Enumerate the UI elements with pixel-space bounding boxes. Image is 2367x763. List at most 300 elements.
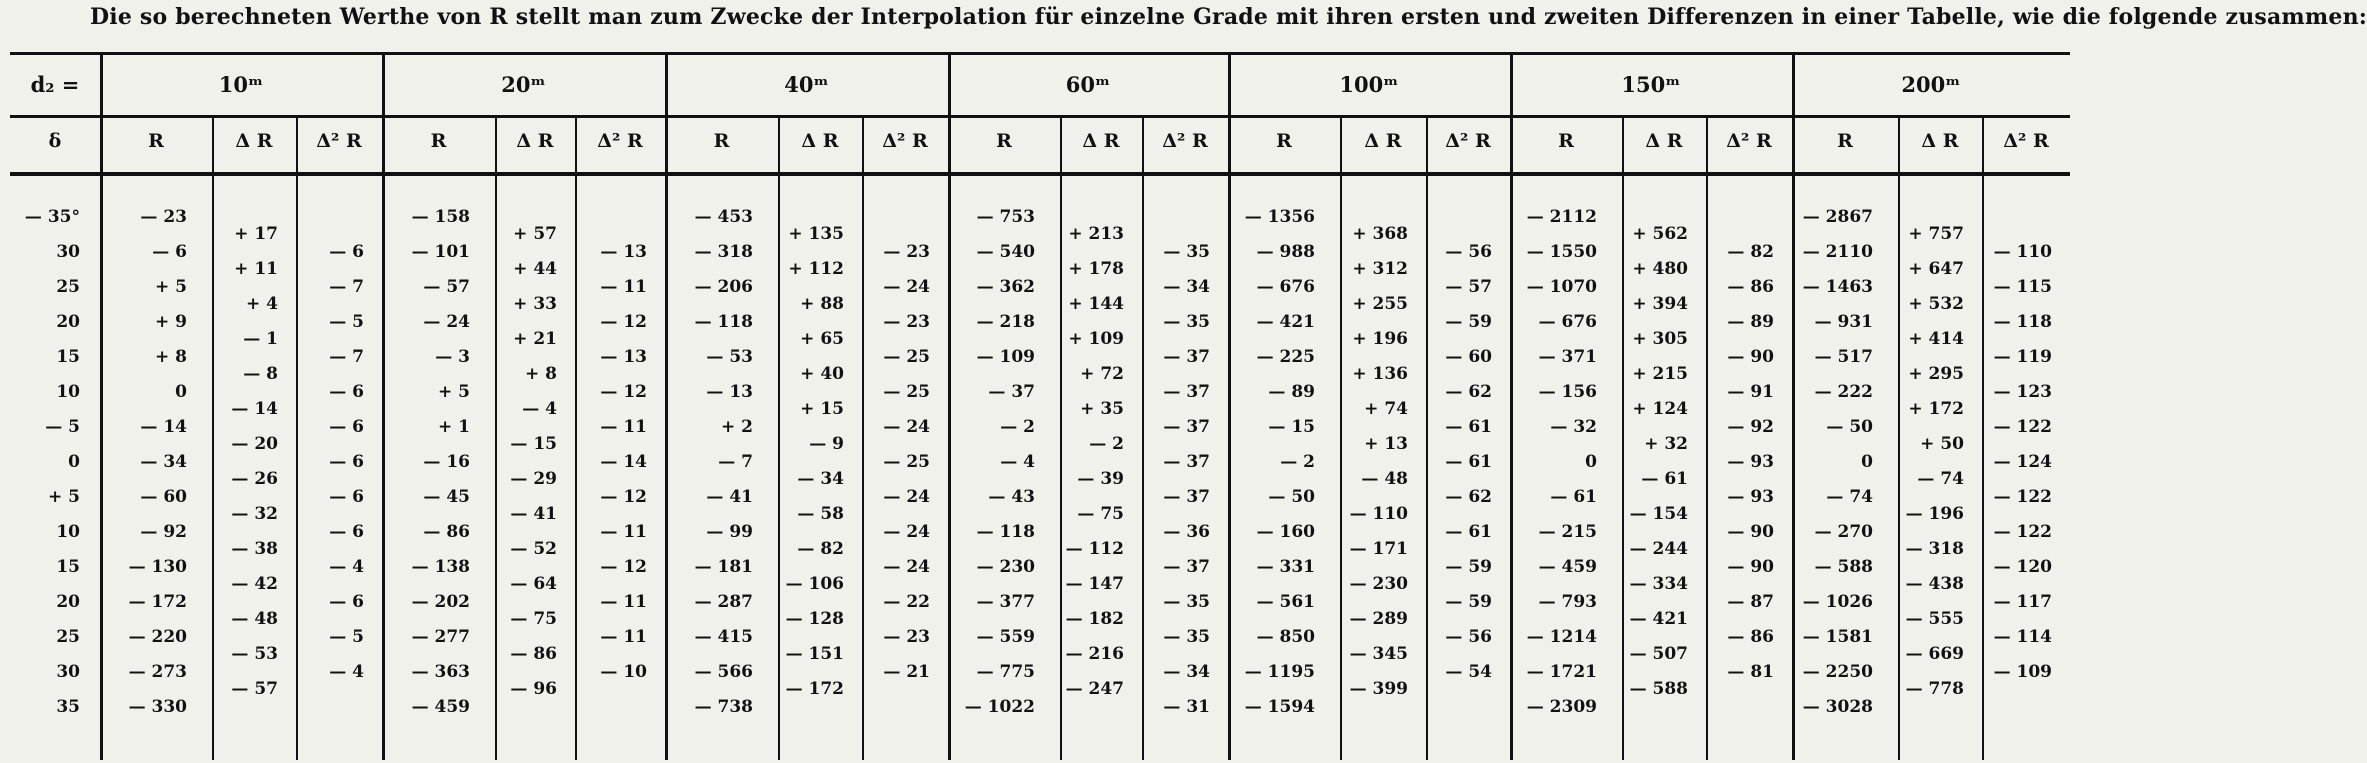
- delta-R-value: — 14: [231, 399, 278, 419]
- R-value: — 181: [694, 557, 753, 577]
- delta2-R-value: — 4: [329, 662, 364, 682]
- column-header: Δ² R: [2003, 130, 2049, 152]
- delta2-R-value: — 11: [600, 277, 647, 297]
- group-divider-3: [948, 52, 951, 760]
- delta2-R-value: — 124: [1993, 452, 2052, 472]
- R-value: — 1550: [1526, 242, 1597, 262]
- delta2-R-value: — 11: [600, 627, 647, 647]
- delta-R-value: + 44: [513, 259, 557, 279]
- R-value: — 2309: [1526, 697, 1597, 717]
- R-value: — 517: [1814, 347, 1873, 367]
- R-value: — 377: [976, 592, 1035, 612]
- delta-header: δ: [48, 130, 62, 152]
- R-value: — 588: [1814, 557, 1873, 577]
- delta2-R-value: — 35: [1163, 312, 1210, 332]
- delta2-R-value: — 24: [883, 487, 930, 507]
- delta2-R-value: — 60: [1445, 347, 1492, 367]
- delta2-R-value: — 56: [1445, 627, 1492, 647]
- delta-value: 25: [56, 277, 80, 297]
- delta-R-value: + 757: [1908, 224, 1964, 244]
- delta-R-value: + 8: [525, 364, 557, 384]
- R-value: — 6: [152, 242, 187, 262]
- R-value: — 566: [694, 662, 753, 682]
- delta-R-value: — 112: [1065, 539, 1124, 559]
- R-value: — 53: [706, 347, 753, 367]
- delta-R-value: — 182: [1065, 609, 1124, 629]
- R-value: — 86: [423, 522, 470, 542]
- delta2-R-value: — 23: [883, 242, 930, 262]
- R-value: — 1026: [1802, 592, 1873, 612]
- R-value: — 50: [1268, 487, 1315, 507]
- delta-R-value: — 34: [797, 469, 844, 489]
- delta2-R-value: — 59: [1445, 557, 1492, 577]
- delta-R-value: + 213: [1068, 224, 1124, 244]
- R-value: — 676: [1256, 277, 1315, 297]
- delta-R-value: — 171: [1349, 539, 1408, 559]
- delta-R-value: — 48: [231, 609, 278, 629]
- delta2-R-value: — 12: [600, 312, 647, 332]
- R-value: — 1463: [1802, 277, 1873, 297]
- R-value: — 99: [706, 522, 753, 542]
- delta2-R-value: — 122: [1993, 417, 2052, 437]
- group-header: 20ᵐ: [501, 72, 546, 97]
- delta-R-value: — 151: [785, 644, 844, 664]
- column-header: R: [1558, 130, 1574, 152]
- R-value: — 2250: [1802, 662, 1873, 682]
- delta2-R-value: — 90: [1727, 522, 1774, 542]
- R-value: — 118: [694, 312, 753, 332]
- delta-R-value: + 88: [800, 294, 844, 314]
- delta2-R-value: — 5: [329, 627, 364, 647]
- delta2-R-value: — 34: [1163, 662, 1210, 682]
- R-value: — 156: [1538, 382, 1597, 402]
- delta2-R-value: — 7: [329, 347, 364, 367]
- delta-R-value: — 230: [1349, 574, 1408, 594]
- delta-R-value: + 4: [246, 294, 278, 314]
- R-value: — 57: [423, 277, 470, 297]
- delta2-R-value: — 23: [883, 312, 930, 332]
- delta2-R-value: — 91: [1727, 382, 1774, 402]
- R-value: — 1721: [1526, 662, 1597, 682]
- delta-R-value: — 2: [1089, 434, 1124, 454]
- column-header: Δ² R: [1726, 130, 1772, 152]
- delta2-R-value: — 11: [600, 592, 647, 612]
- delta-R-value: — 555: [1905, 609, 1964, 629]
- R-value: — 92: [140, 522, 187, 542]
- column-header: R: [996, 130, 1012, 152]
- delta2-R-value: — 14: [600, 452, 647, 472]
- R-value: — 371: [1538, 347, 1597, 367]
- delta2-R-value: — 90: [1727, 557, 1774, 577]
- delta-value: 25: [56, 627, 80, 647]
- delta-R-value: + 312: [1352, 259, 1408, 279]
- delta-R-value: + 72: [1080, 364, 1124, 384]
- delta2-R-value: — 23: [883, 627, 930, 647]
- R-value: 0: [175, 382, 187, 402]
- delta-R-value: + 295: [1908, 364, 1964, 384]
- delta-R-value: + 13: [1364, 434, 1408, 454]
- column-header: Δ R: [1645, 130, 1683, 152]
- delta-R-value: + 136: [1352, 364, 1408, 384]
- delta-R-value: — 57: [231, 679, 278, 699]
- R-value: — 222: [1814, 382, 1873, 402]
- delta2-R-value: — 81: [1727, 662, 1774, 682]
- R-value: — 158: [411, 207, 470, 227]
- delta2-R-value: — 37: [1163, 487, 1210, 507]
- delta2-R-value: — 6: [329, 452, 364, 472]
- R-value: — 218: [976, 312, 1035, 332]
- delta2-R-value: — 6: [329, 417, 364, 437]
- R-value: — 459: [1538, 557, 1597, 577]
- delta-R-value: + 65: [800, 329, 844, 349]
- R-value: — 931: [1814, 312, 1873, 332]
- delta2-R-value: — 37: [1163, 557, 1210, 577]
- R-value: — 109: [976, 347, 1035, 367]
- delta-R-value: + 215: [1632, 364, 1688, 384]
- delta-R-value: + 172: [1908, 399, 1964, 419]
- d2-label: d₂ =: [30, 72, 80, 97]
- R-value: — 24: [423, 312, 470, 332]
- delta2-R-value: — 37: [1163, 382, 1210, 402]
- R-value: — 45: [423, 487, 470, 507]
- delta2-R-value: — 37: [1163, 347, 1210, 367]
- R-value: — 415: [694, 627, 753, 647]
- delta-R-value: — 216: [1065, 644, 1124, 664]
- group-header: 200ᵐ: [1901, 72, 1961, 97]
- R-value: — 287: [694, 592, 753, 612]
- delta-R-value: — 75: [510, 609, 557, 629]
- delta-R-value: — 74: [1917, 469, 1964, 489]
- column-header: Δ² R: [882, 130, 928, 152]
- delta-R-value: — 247: [1065, 679, 1124, 699]
- delta-R-value: — 38: [231, 539, 278, 559]
- R-value: — 34: [140, 452, 187, 472]
- delta-R-value: + 255: [1352, 294, 1408, 314]
- R-value: — 50: [1826, 417, 1873, 437]
- delta2-R-value: — 61: [1445, 522, 1492, 542]
- R-value: — 118: [976, 522, 1035, 542]
- delta-value: 35: [56, 697, 80, 717]
- delta-R-value: — 588: [1629, 679, 1688, 699]
- delta-R-value: — 318: [1905, 539, 1964, 559]
- delta2-R-value: — 5: [329, 312, 364, 332]
- column-header: R: [430, 130, 447, 152]
- delta2-R-value: — 57: [1445, 277, 1492, 297]
- R-value: — 753: [976, 207, 1035, 227]
- R-value: — 202: [411, 592, 470, 612]
- delta2-R-value: — 6: [329, 242, 364, 262]
- column-header: R: [713, 130, 730, 152]
- delta2-R-value: — 4: [329, 557, 364, 577]
- delta-R-value: + 414: [1908, 329, 1964, 349]
- delta-R-value: + 196: [1352, 329, 1408, 349]
- delta2-R-value: — 12: [600, 487, 647, 507]
- R-value: — 61: [1550, 487, 1597, 507]
- group-header: 60ᵐ: [1065, 72, 1111, 97]
- R-value: — 2110: [1802, 242, 1873, 262]
- group-divider-1: [382, 52, 385, 760]
- delta-R-value: + 40: [800, 364, 844, 384]
- delta-R-value: — 96: [510, 679, 557, 699]
- R-value: — 331: [1256, 557, 1315, 577]
- column-header: Δ R: [516, 130, 554, 152]
- rule-2: [10, 172, 2070, 176]
- R-value: — 421: [1256, 312, 1315, 332]
- delta2-R-value: — 37: [1163, 452, 1210, 472]
- R-value: + 2: [721, 417, 753, 437]
- R-value: — 793: [1538, 592, 1597, 612]
- delta2-R-value: — 61: [1445, 452, 1492, 472]
- delta-R-value: + 74: [1364, 399, 1408, 419]
- delta2-R-value: — 59: [1445, 592, 1492, 612]
- delta2-R-value: — 11: [600, 417, 647, 437]
- delta2-R-value: — 90: [1727, 347, 1774, 367]
- delta-R-value: + 532: [1908, 294, 1964, 314]
- delta2-R-value: — 59: [1445, 312, 1492, 332]
- delta2-R-value: — 114: [1993, 627, 2052, 647]
- delta-R-value: — 48: [1361, 469, 1408, 489]
- R-value: — 220: [128, 627, 187, 647]
- delta-R-value: + 480: [1632, 259, 1688, 279]
- R-value: — 16: [423, 452, 470, 472]
- R-value: — 676: [1538, 312, 1597, 332]
- column-header: R: [148, 130, 164, 152]
- delta-value: — 5: [45, 417, 80, 437]
- delta2-R-value: — 21: [883, 662, 930, 682]
- delta2-R-value: — 11: [600, 522, 647, 542]
- delta2-R-value: — 31: [1163, 697, 1210, 717]
- delta-R-value: + 11: [234, 259, 278, 279]
- delta-R-value: — 42: [231, 574, 278, 594]
- rule-0: [10, 52, 2070, 55]
- delta2-R-value: — 24: [883, 522, 930, 542]
- R-value: + 8: [155, 347, 187, 367]
- R-value: — 1594: [1244, 697, 1315, 717]
- group-divider-5: [1510, 52, 1513, 760]
- delta-R-value: — 334: [1629, 574, 1688, 594]
- R-value: + 1: [438, 417, 470, 437]
- R-value: — 41: [706, 487, 753, 507]
- delta-R-value: + 394: [1632, 294, 1688, 314]
- delta2-R-value: — 86: [1727, 627, 1774, 647]
- table-caption: Die so berechneten Werthe von R stellt man zum Zwecke der Interpolation für einzelne Grade mit ihren ersten und zweiten Differenzen in einer Tabelle, wie die folgende zusammen:: [90, 4, 2367, 30]
- delta-R-value: — 4: [522, 399, 557, 419]
- delta2-R-value: — 24: [883, 277, 930, 297]
- delta-R-value: + 124: [1632, 399, 1688, 419]
- delta-value: 15: [56, 347, 80, 367]
- group-header: 40ᵐ: [784, 72, 829, 97]
- delta2-R-value: — 25: [883, 382, 930, 402]
- delta-R-value: — 345: [1349, 644, 1408, 664]
- delta2-R-value: — 82: [1727, 242, 1774, 262]
- delta2-R-value: — 6: [329, 382, 364, 402]
- delta2-R-value: — 110: [1993, 242, 2052, 262]
- delta-R-value: + 144: [1068, 294, 1124, 314]
- delta2-R-value: — 36: [1163, 522, 1210, 542]
- delta-R-value: — 52: [510, 539, 557, 559]
- delta-R-value: + 50: [1920, 434, 1964, 454]
- delta2-R-value: — 35: [1163, 592, 1210, 612]
- column-header: Δ R: [1364, 130, 1402, 152]
- delta-value: 15: [56, 557, 80, 577]
- R-value: + 5: [155, 277, 187, 297]
- R-value: — 738: [694, 697, 753, 717]
- delta-R-value: + 33: [513, 294, 557, 314]
- delta-R-value: — 196: [1905, 504, 1964, 524]
- R-value: — 1022: [964, 697, 1035, 717]
- R-value: — 3028: [1802, 697, 1873, 717]
- R-value: — 101: [411, 242, 470, 262]
- delta-R-value: — 147: [1065, 574, 1124, 594]
- R-value: — 1070: [1526, 277, 1597, 297]
- group-divider-4: [1228, 52, 1231, 760]
- R-value: — 561: [1256, 592, 1315, 612]
- rule-1: [10, 115, 2070, 118]
- R-value: — 4: [1000, 452, 1035, 472]
- R-value: — 230: [976, 557, 1035, 577]
- R-value: — 215: [1538, 522, 1597, 542]
- R-value: — 89: [1268, 382, 1315, 402]
- delta-R-value: + 57: [513, 224, 557, 244]
- delta2-R-value: — 62: [1445, 382, 1492, 402]
- R-value: — 2112: [1526, 207, 1597, 227]
- column-header: Δ R: [235, 130, 273, 152]
- R-value: — 453: [694, 207, 753, 227]
- delta-R-value: + 32: [1644, 434, 1688, 454]
- delta2-R-value: — 24: [883, 557, 930, 577]
- delta-R-value: — 29: [510, 469, 557, 489]
- delta-R-value: — 39: [1077, 469, 1124, 489]
- R-value: — 363: [411, 662, 470, 682]
- delta2-R-value: — 12: [600, 382, 647, 402]
- delta2-R-value: — 123: [1993, 382, 2052, 402]
- R-value: — 540: [976, 242, 1035, 262]
- column-header: R: [1837, 130, 1853, 152]
- R-value: 0: [1585, 452, 1597, 472]
- delta-R-value: — 20: [231, 434, 278, 454]
- column-header: Δ² R: [316, 130, 362, 152]
- delta2-R-value: — 6: [329, 487, 364, 507]
- R-value: — 60: [140, 487, 187, 507]
- delta-R-value: — 58: [797, 504, 844, 524]
- delta2-R-value: — 109: [1993, 662, 2052, 682]
- delta-R-value: + 647: [1908, 259, 1964, 279]
- R-value: — 130: [128, 557, 187, 577]
- delta-R-value: — 53: [231, 644, 278, 664]
- delta-R-value: — 154: [1629, 504, 1688, 524]
- delta-R-value: — 106: [785, 574, 844, 594]
- delta-value: + 5: [48, 487, 80, 507]
- delta2-R-value: — 12: [600, 557, 647, 577]
- group-header: 150ᵐ: [1621, 72, 1681, 97]
- R-value: — 13: [706, 382, 753, 402]
- delta-R-value: — 9: [809, 434, 844, 454]
- delta-R-value: — 507: [1629, 644, 1688, 664]
- delta2-R-value: — 24: [883, 417, 930, 437]
- R-value: — 15: [1268, 417, 1315, 437]
- group-divider-2: [665, 52, 668, 760]
- delta-R-value: — 82: [797, 539, 844, 559]
- delta-value: 30: [56, 242, 80, 262]
- delta-R-value: — 75: [1077, 504, 1124, 524]
- delta2-R-value: — 120: [1993, 557, 2052, 577]
- delta-R-value: — 26: [231, 469, 278, 489]
- delta2-R-value: — 56: [1445, 242, 1492, 262]
- R-value: — 1195: [1244, 662, 1315, 682]
- delta-R-value: — 8: [243, 364, 278, 384]
- delta2-R-value: — 89: [1727, 312, 1774, 332]
- R-value: — 1356: [1244, 207, 1315, 227]
- delta-R-value: — 1: [243, 329, 278, 349]
- delta-R-value: + 35: [1080, 399, 1124, 419]
- R-value: — 1581: [1802, 627, 1873, 647]
- delta2-R-value: — 35: [1163, 627, 1210, 647]
- R-value: — 23: [140, 207, 187, 227]
- R-value: — 2: [1000, 417, 1035, 437]
- R-value: — 2867: [1802, 207, 1873, 227]
- R-value: — 270: [1814, 522, 1873, 542]
- R-value: — 37: [988, 382, 1035, 402]
- delta-R-value: + 17: [234, 224, 278, 244]
- R-value: — 850: [1256, 627, 1315, 647]
- R-value: — 43: [988, 487, 1035, 507]
- delta2-R-value: — 93: [1727, 487, 1774, 507]
- R-value: — 74: [1826, 487, 1873, 507]
- delta2-R-value: — 13: [600, 242, 647, 262]
- delta-R-value: — 669: [1905, 644, 1964, 664]
- R-value: — 988: [1256, 242, 1315, 262]
- delta-R-value: — 421: [1629, 609, 1688, 629]
- delta2-R-value: — 122: [1993, 487, 2052, 507]
- delta-R-value: + 368: [1352, 224, 1408, 244]
- delta-value: 20: [56, 312, 80, 332]
- column-header: Δ² R: [1162, 130, 1208, 152]
- delta-R-value: — 128: [785, 609, 844, 629]
- delta2-R-value: — 87: [1727, 592, 1774, 612]
- delta-R-value: — 86: [510, 644, 557, 664]
- delta2-R-value: — 122: [1993, 522, 2052, 542]
- delta-R-value: — 41: [510, 504, 557, 524]
- R-value: — 172: [128, 592, 187, 612]
- R-value: — 206: [694, 277, 753, 297]
- R-value: + 5: [438, 382, 470, 402]
- delta-R-value: — 778: [1905, 679, 1964, 699]
- column-header: Δ² R: [597, 130, 643, 152]
- column-header: Δ R: [1921, 130, 1959, 152]
- R-value: — 138: [411, 557, 470, 577]
- R-value: — 32: [1550, 417, 1597, 437]
- R-value: — 273: [128, 662, 187, 682]
- delta-R-value: + 21: [513, 329, 557, 349]
- column-header: R: [1276, 130, 1292, 152]
- delta-R-value: + 15: [800, 399, 844, 419]
- delta-R-value: + 305: [1632, 329, 1688, 349]
- delta2-R-value: — 25: [883, 347, 930, 367]
- group-divider-6: [1792, 52, 1795, 760]
- delta-R-value: + 112: [788, 259, 844, 279]
- R-value: — 362: [976, 277, 1035, 297]
- delta-value: 20: [56, 592, 80, 612]
- R-value: — 1214: [1526, 627, 1597, 647]
- R-value: — 3: [435, 347, 470, 367]
- R-value: — 459: [411, 697, 470, 717]
- R-value: — 277: [411, 627, 470, 647]
- interpolation-table: [0, 50, 2082, 763]
- delta-R-value: — 15: [510, 434, 557, 454]
- delta-value: 10: [56, 382, 80, 402]
- delta-value: 10: [56, 522, 80, 542]
- R-value: — 2: [1280, 452, 1315, 472]
